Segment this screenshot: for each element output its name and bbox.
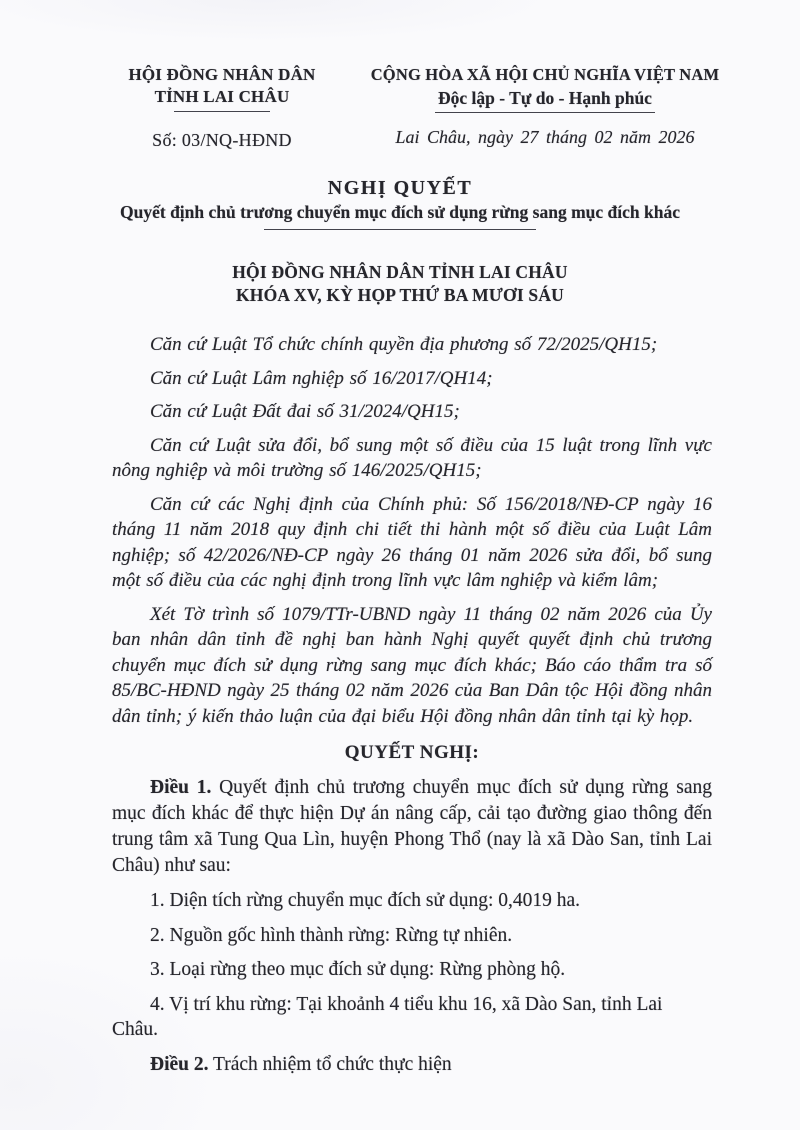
place-date-line: Lai Châu, ngày 27 tháng 02 năm 2026 xyxy=(395,127,695,147)
session-name: KHÓA XV, KỲ HỌP THỨ BA MƯƠI SÁU xyxy=(235,285,565,305)
preamble-paragraph: Căn cứ Luật Đất đai số 31/2024/QH15; xyxy=(150,401,460,422)
article-1-text: Quyết định chủ trương chuyển mục đích sử dụng rừng sang mục đích khác để thực hiện Dự án nâng cấp, cải tạo đường giao thông đến trung tâm xã Tung Qua Lìn, huyện Phong Thổ (nay là xã Dào San, tỉnh Lai Châu) như sau: xyxy=(112,777,712,876)
issuing-org-name-line1: HỘI ĐỒNG NHÂN DÂN xyxy=(128,65,316,84)
preamble-paragraph: Căn cứ Luật Tổ chức chính quyền địa phương số 72/2025/QH15; xyxy=(150,334,658,355)
document-subtitle: Quyết định chủ trương chuyển mục đích sử dụng rừng sang mục đích khác xyxy=(120,202,680,222)
council-name: HỘI ĐỒNG NHÂN DÂN TỈNH LAI CHÂU xyxy=(232,262,568,282)
article-1-item: 4. Vị trí khu rừng: Tại khoảnh 4 tiểu khu 16, xã Dào San, tỉnh Lai Châu. xyxy=(112,993,663,1040)
article-1-items xyxy=(112,888,712,1043)
council-session-block xyxy=(0,261,800,307)
org-underline-rule xyxy=(174,111,270,112)
document-title-block xyxy=(0,176,800,230)
document-body xyxy=(112,332,712,1078)
preamble-paragraph: Xét Tờ trình số 1079/TTr-UBND ngày 11 tháng 02 năm 2026 của Ủy ban nhân dân tỉnh đề nghị ban hành Nghị quyết quyết định chủ trương chuyển mục đích sử dụng rừng sang mục đích khác; Báo cáo thẩm tra số 85/BC-HĐND ngày 25 tháng 02 năm 2026 của Ban Dân tộc Hội đồng nhân dân tỉnh; ý kiến thảo luận của đại biểu Hội đồng nhân dân tỉnh tại kỳ họp. xyxy=(112,603,712,727)
article-1-item: 3. Loại rừng theo mục đích sử dụng: Rừng phòng hộ. xyxy=(150,959,566,980)
article-1-item: 1. Diện tích rừng chuyển mục đích sử dụng: 0,4019 ha. xyxy=(150,890,581,911)
resolve-heading: QUYẾT NGHỊ: xyxy=(344,742,480,763)
document-header xyxy=(0,0,800,151)
issuing-org-name-line2: TỈNH LAI CHÂU xyxy=(154,87,290,106)
national-header-block xyxy=(348,64,742,151)
article-2-text: Trách nhiệm tổ chức thực hiện xyxy=(208,1053,452,1075)
document-number: Số: 03/NQ-HĐND xyxy=(152,130,292,150)
preamble-paragraph: Căn cứ các Nghị định của Chính phủ: Số 156/2018/NĐ-CP ngày 16 tháng 11 năm 2018 quy định chi tiết thi hành một số điều của Luật Lâm nghiệp; số 42/2026/NĐ-CP ngày 26 tháng 01 năm 2026 sửa đổi, bổ sung một số điều của các nghị định trong lĩnh vực lâm nghiệp và kiểm lâm; xyxy=(112,493,712,591)
article-1-item: 2. Nguồn gốc hình thành rừng: Rừng tự nhiên. xyxy=(150,924,513,946)
national-motto: Độc lập - Tự do - Hạnh phúc xyxy=(435,87,655,113)
preamble-paragraph: Căn cứ Luật Lâm nghiệp số 16/2017/QH14; xyxy=(150,367,493,389)
issuing-org-block xyxy=(96,64,348,151)
article-2-label: Điều 2. xyxy=(150,1053,209,1075)
preamble-paragraph: Căn cứ Luật sửa đổi, bổ sung một số điều của 15 luật trong lĩnh vực nông nghiệp và môi trường số 146/2025/QH15; xyxy=(112,434,712,481)
preamble-section xyxy=(112,332,712,729)
title-underline-rule xyxy=(264,229,536,230)
national-title: CỘNG HÒA XÃ HỘI CHỦ NGHĨA VIỆT NAM xyxy=(370,65,720,84)
article-1-label: Điều 1. xyxy=(150,777,212,798)
document-title: NGHỊ QUYẾT xyxy=(327,177,473,199)
article-2-heading xyxy=(112,1052,712,1078)
article-1-intro xyxy=(112,775,712,879)
